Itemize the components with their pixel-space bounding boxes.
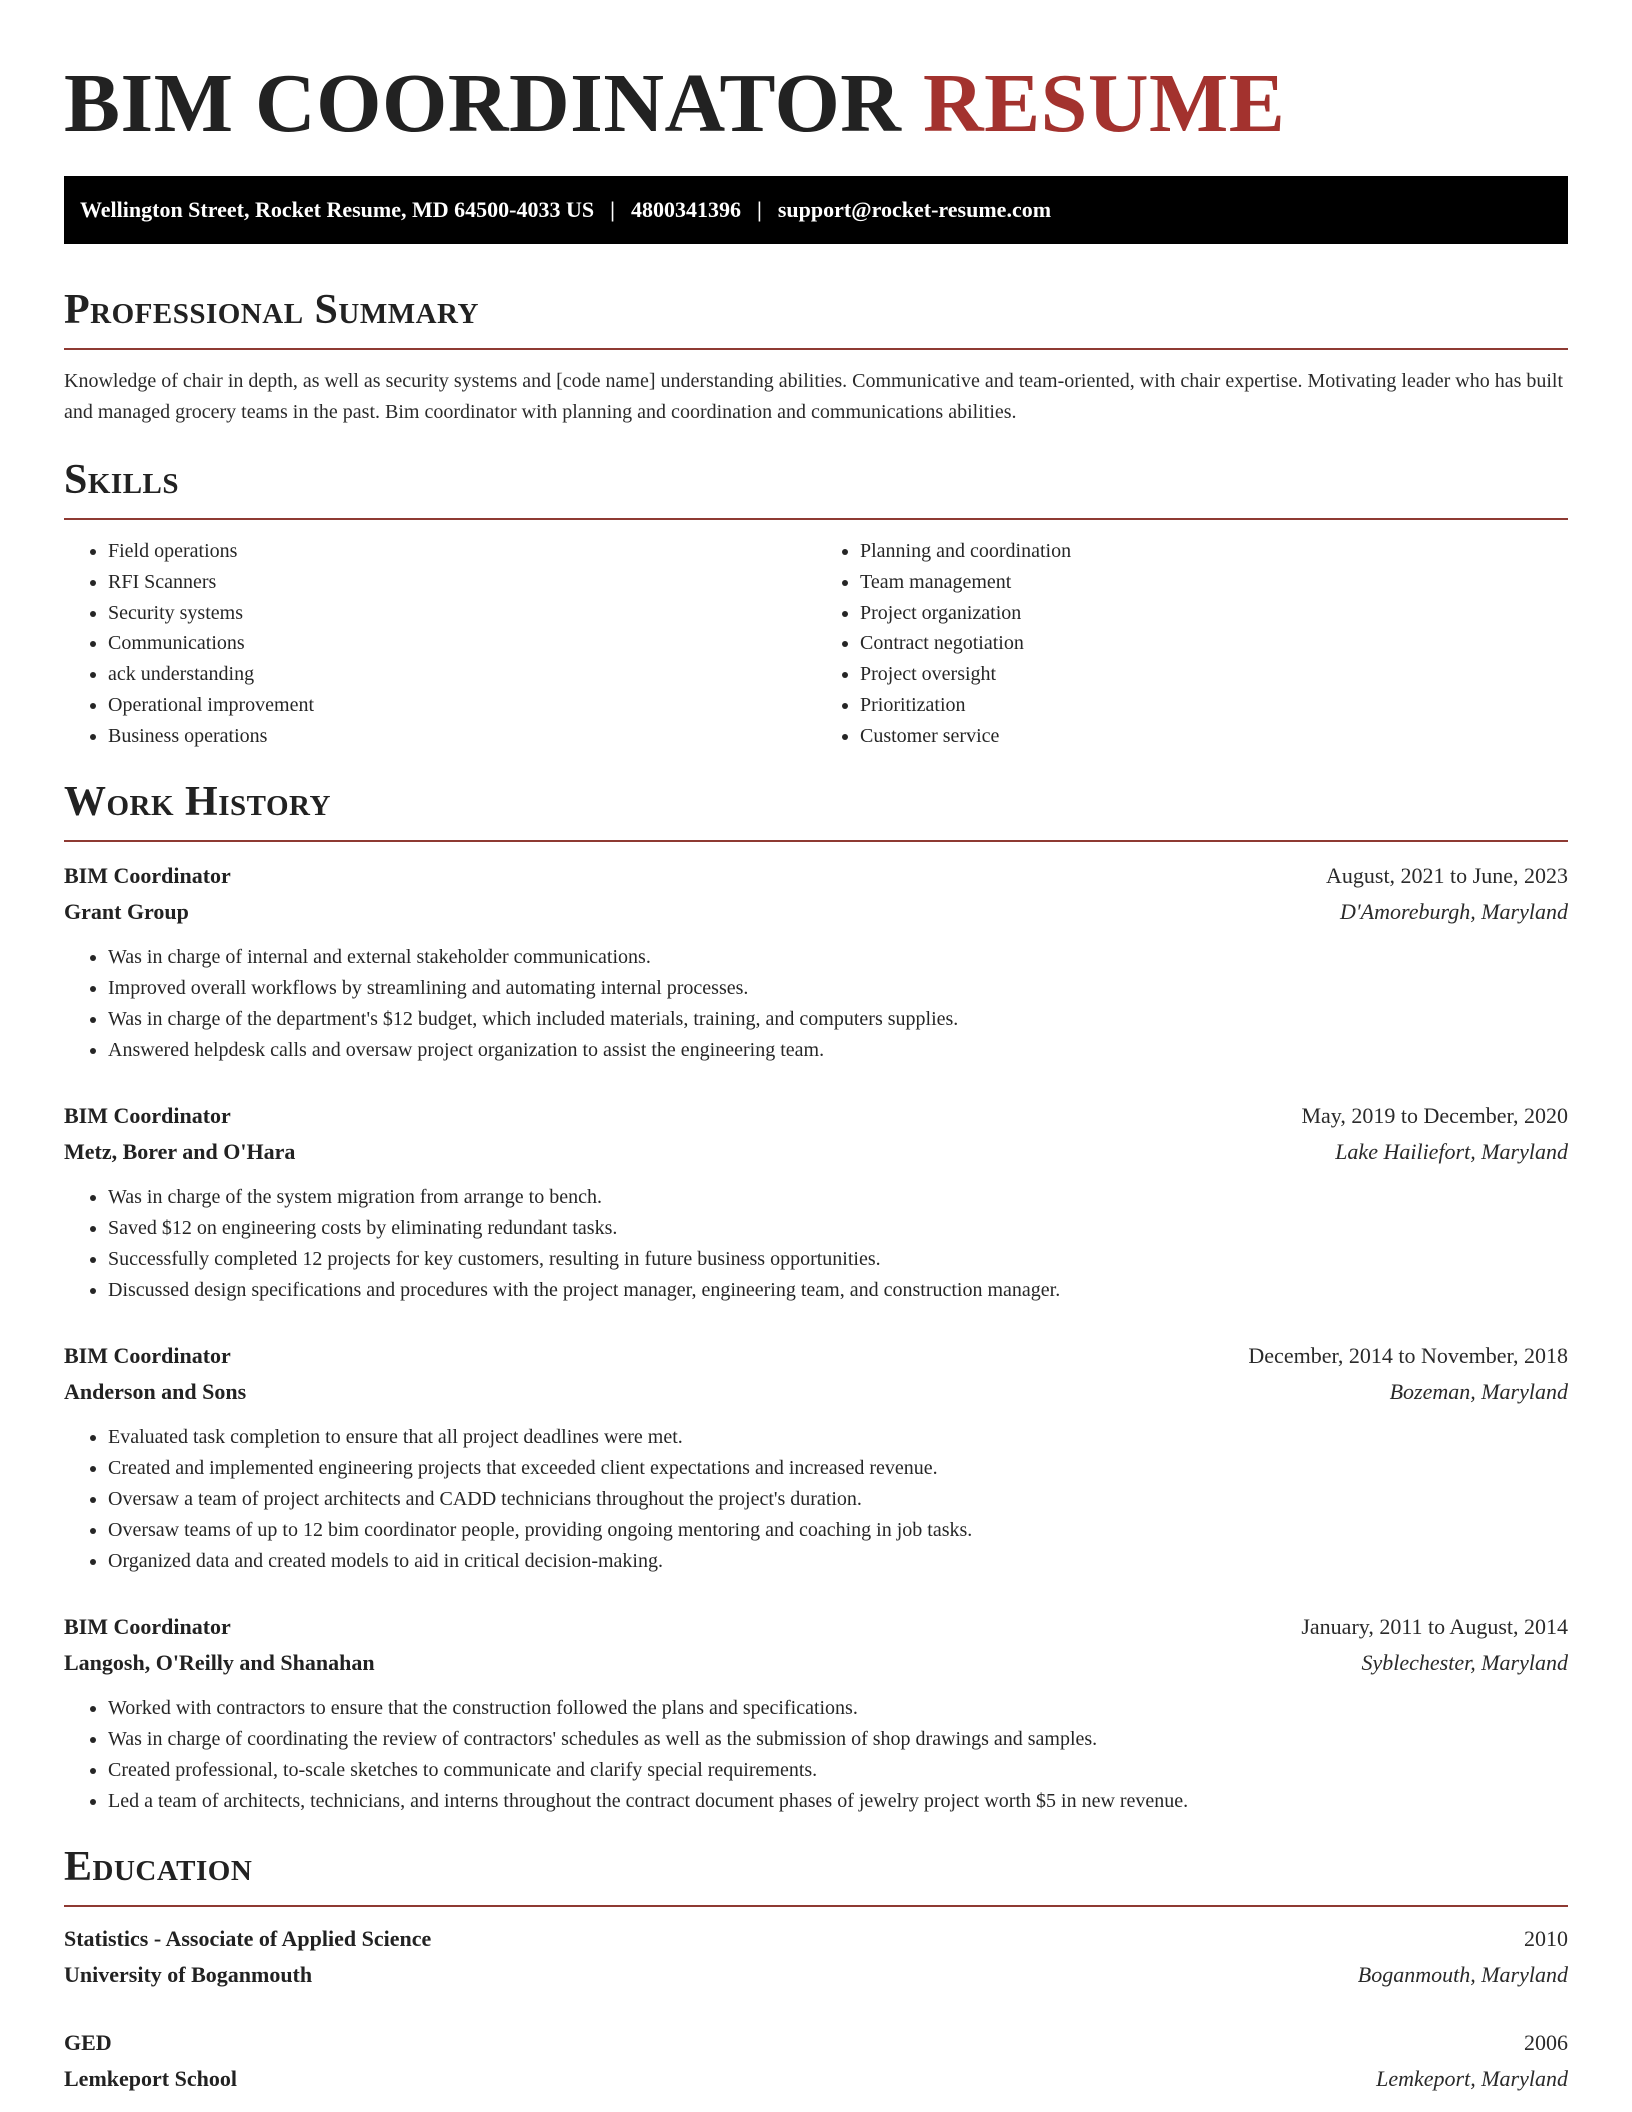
job-entry xyxy=(64,858,1568,1066)
job-bullet: • Led a team of architects, technicians, and interns throughout the contract document phases of jewelry project worth $5 in new revenue. xyxy=(108,1786,1568,1817)
contact-bar xyxy=(64,176,1568,244)
job-header-row xyxy=(64,1098,1568,1134)
job-bullet: • Oversaw teams of up to 12 bim coordinator people, providing ongoing mentoring and coaching in job tasks. xyxy=(108,1515,1568,1546)
skill-item: • RFI Scanners xyxy=(108,567,816,598)
education-year: 2006 xyxy=(1524,2029,1568,2055)
skills-list-left xyxy=(64,536,816,752)
skill-item: • Project organization xyxy=(860,598,1568,629)
education-location: Lemkeport, Maryland xyxy=(1376,2065,1568,2091)
title-accent: RESUME xyxy=(922,57,1286,150)
job-header-row xyxy=(64,1338,1568,1374)
contact-phone: 4800341396 xyxy=(630,197,741,222)
job-bullet: • Created professional, to-scale sketches to communicate and clarify special requirements. xyxy=(108,1755,1568,1786)
job-header-row xyxy=(64,1609,1568,1645)
education-degree: GED xyxy=(64,2029,112,2055)
job-company-row xyxy=(64,1374,1568,1410)
job-location: Lake Hailiefort, Maryland xyxy=(1335,1138,1568,1164)
education-entry xyxy=(64,2025,1568,2097)
skill-item: • Security systems xyxy=(108,598,816,629)
job-company-row xyxy=(64,1645,1568,1681)
education-section xyxy=(64,1843,1568,2097)
skill-item: • Customer service xyxy=(860,721,1568,752)
job-bullet: • Was in charge of internal and external stakeholder communications. xyxy=(108,942,1568,973)
job-bullet: • Was in charge of the system migration from arrange to bench. xyxy=(108,1182,1568,1213)
job-bullet: • Was in charge of coordinating the review of contractors' schedules as well as the submission of shop drawings and samples. xyxy=(108,1724,1568,1755)
skills-section xyxy=(64,456,1568,752)
education-school: Lemkeport School xyxy=(64,2065,237,2091)
job-company: Langosh, O'Reilly and Shanahan xyxy=(64,1649,375,1675)
education-degree: Statistics - Associate of Applied Science xyxy=(64,1925,432,1951)
job-title: BIM Coordinator xyxy=(64,1342,231,1368)
job-entry xyxy=(64,1098,1568,1306)
contact-separator: | xyxy=(610,197,615,222)
summary-text: Knowledge of chair in depth, as well as security systems and [code name] understanding abilities. Communicative and team-oriented, with chair expertise. Motivating leader who has built and managed grocery teams in the past. Bim coordinator with planning and coordination and communications abilities. xyxy=(64,370,1564,423)
skill-item: • Project oversight xyxy=(860,659,1568,690)
resume-title xyxy=(64,0,1568,156)
education-school-row xyxy=(64,2061,1568,2097)
skills-list-right xyxy=(816,536,1568,752)
work-history-section xyxy=(64,778,1568,1817)
education-entry xyxy=(64,1921,1568,1993)
job-location: Syblechester, Maryland xyxy=(1361,1649,1568,1675)
education-school: University of Boganmouth xyxy=(64,1961,313,1987)
summary-heading: Professional Summary xyxy=(64,287,479,333)
section-divider xyxy=(64,1905,1568,1907)
job-bullets xyxy=(64,1693,1568,1817)
skill-item: • Team management xyxy=(860,567,1568,598)
section-divider xyxy=(64,348,1568,350)
job-company-row xyxy=(64,1134,1568,1170)
job-bullet: • Discussed design specifications and procedures with the project manager, engineering team, and construction manager. xyxy=(108,1275,1568,1306)
job-location: D'Amoreburgh, Maryland xyxy=(1340,898,1568,924)
skills-columns xyxy=(64,536,1568,752)
contact-address: Wellington Street, Rocket Resume, MD 64500-4033 US xyxy=(80,197,595,222)
skill-item: • Business operations xyxy=(108,721,816,752)
education-year: 2010 xyxy=(1524,1925,1568,1951)
job-company: Metz, Borer and O'Hara xyxy=(64,1138,296,1164)
job-header-row xyxy=(64,858,1568,894)
work-history-heading: Work History xyxy=(64,778,331,825)
job-bullet: • Worked with contractors to ensure that the construction followed the plans and specifications. xyxy=(108,1693,1568,1724)
skill-item: • ack understanding xyxy=(108,659,816,690)
job-bullet: • Improved overall workflows by streamlining and automating internal processes. xyxy=(108,973,1568,1004)
skill-item: • Field operations xyxy=(108,536,816,567)
skill-item: • Prioritization xyxy=(860,690,1568,721)
skill-item: • Communications xyxy=(108,628,816,659)
job-title: BIM Coordinator xyxy=(64,1613,231,1639)
job-dates: August, 2021 to June, 2023 xyxy=(1326,862,1568,888)
job-company: Grant Group xyxy=(64,898,189,924)
job-entry xyxy=(64,1338,1568,1577)
skills-heading: Skills xyxy=(64,457,180,503)
title-main: BIM COORDINATOR xyxy=(64,57,902,150)
job-bullet: • Oversaw a team of project architects and CADD technicians throughout the project's duration. xyxy=(108,1484,1568,1515)
summary-section xyxy=(64,286,1568,428)
skill-item: • Operational improvement xyxy=(108,690,816,721)
contact-separator: | xyxy=(756,197,762,222)
job-dates: January, 2011 to August, 2014 xyxy=(1301,1613,1568,1639)
job-bullets xyxy=(64,1182,1568,1306)
job-bullet: • Evaluated task completion to ensure that all project deadlines were met. xyxy=(108,1422,1568,1453)
job-bullet: • Saved $12 on engineering costs by eliminating redundant tasks. xyxy=(108,1213,1568,1244)
job-company: Anderson and Sons xyxy=(64,1378,247,1404)
education-heading: Education xyxy=(64,1843,253,1890)
education-school-row xyxy=(64,1957,1568,1993)
education-header-row xyxy=(64,2025,1568,2061)
section-divider xyxy=(64,840,1568,842)
job-bullet: • Successfully completed 12 projects for key customers, resulting in future business opportunities. xyxy=(108,1244,1568,1275)
education-location: Boganmouth, Maryland xyxy=(1357,1961,1568,1987)
job-bullet: • Answered helpdesk calls and oversaw project organization to assist the engineering team. xyxy=(108,1035,1568,1066)
job-bullet: • Organized data and created models to aid in critical decision-making. xyxy=(108,1546,1568,1577)
job-entry xyxy=(64,1609,1568,1817)
contact-email: support@rocket-resume.com xyxy=(777,197,1052,222)
job-bullets xyxy=(64,942,1568,1066)
job-bullet: • Created and implemented engineering projects that exceeded client expectations and increased revenue. xyxy=(108,1453,1568,1484)
job-bullet: • Was in charge of the department's $12 budget, which included materials, training, and computers supplies. xyxy=(108,1004,1568,1035)
job-location: Bozeman, Maryland xyxy=(1389,1378,1568,1404)
job-title: BIM Coordinator xyxy=(64,862,231,888)
section-divider xyxy=(64,518,1568,520)
job-dates: May, 2019 to December, 2020 xyxy=(1301,1102,1568,1128)
job-bullets xyxy=(64,1422,1568,1577)
skill-item: • Contract negotiation xyxy=(860,628,1568,659)
skill-item: • Planning and coordination xyxy=(860,536,1568,567)
education-header-row xyxy=(64,1921,1568,1957)
job-dates: December, 2014 to November, 2018 xyxy=(1248,1342,1568,1368)
job-company-row xyxy=(64,894,1568,930)
job-title: BIM Coordinator xyxy=(64,1102,231,1128)
